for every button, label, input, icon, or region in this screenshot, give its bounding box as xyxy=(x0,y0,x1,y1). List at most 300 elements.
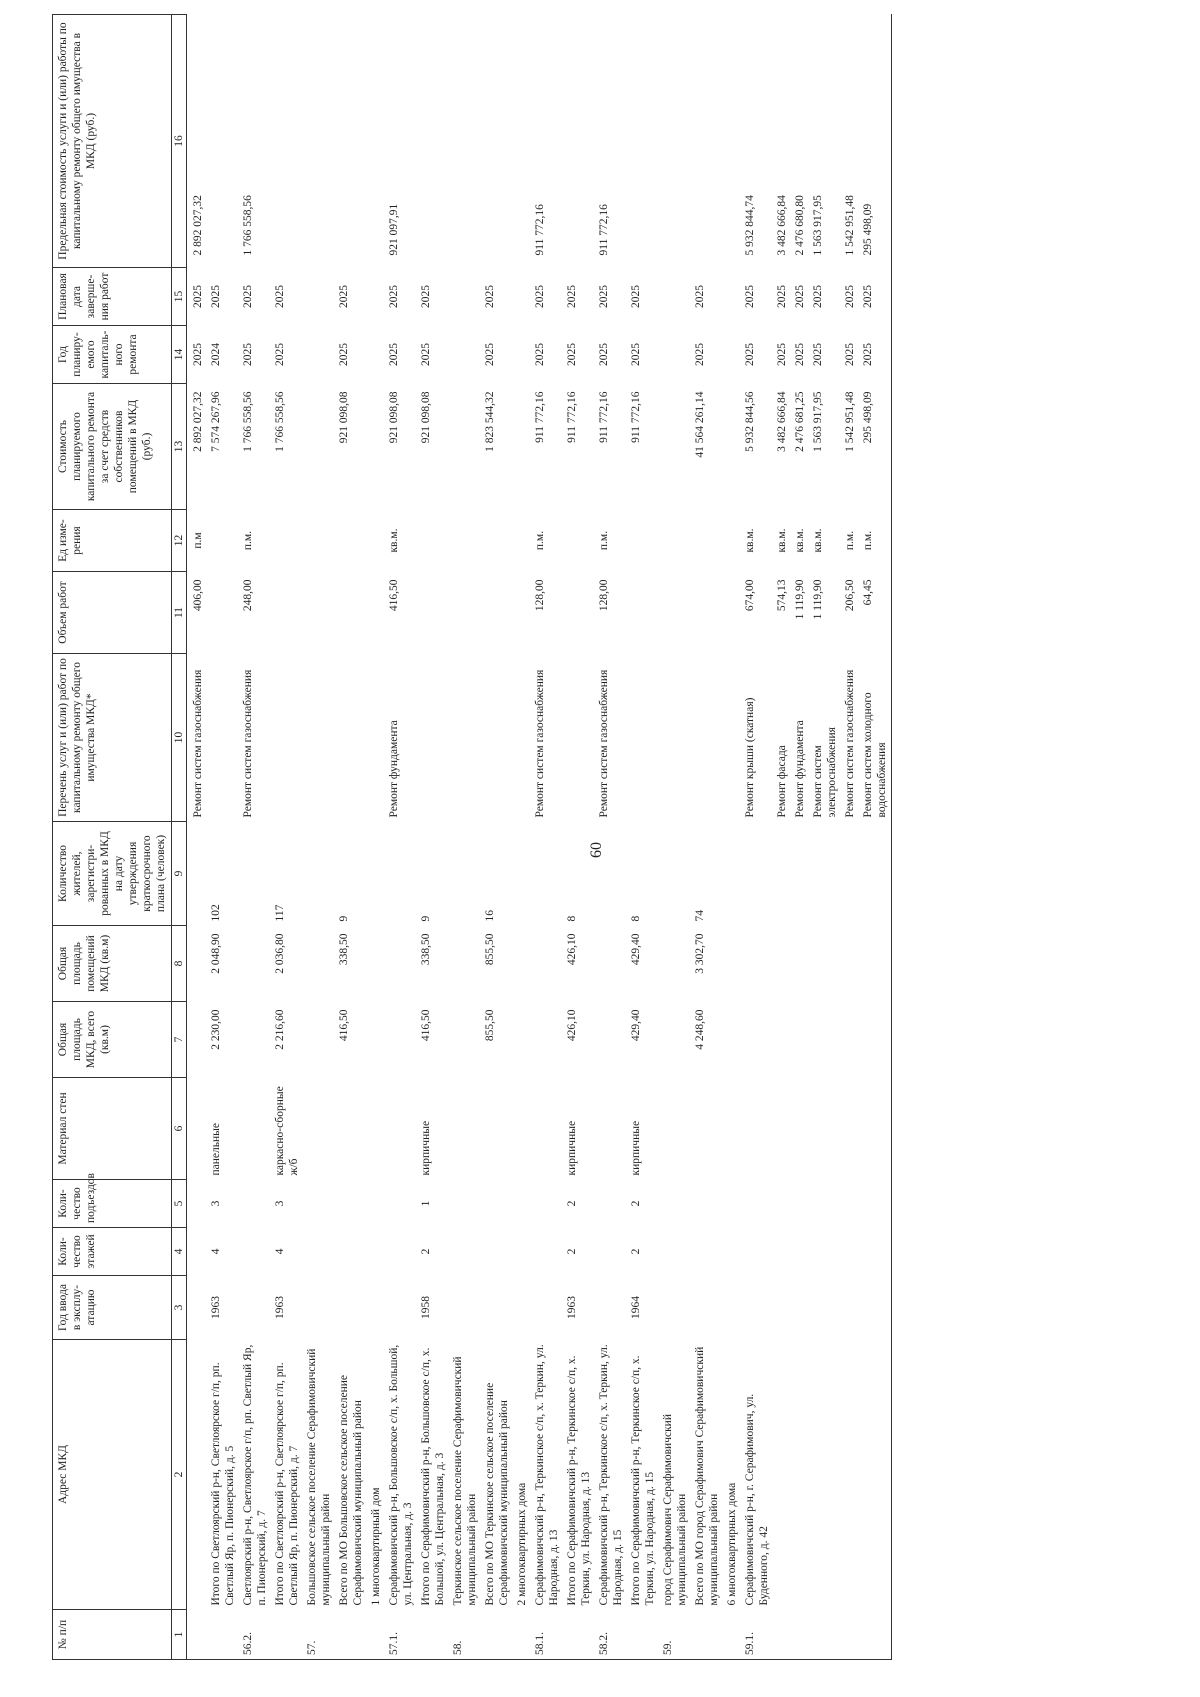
cell-max-cost xyxy=(723,15,741,268)
cell-entrances xyxy=(481,1180,513,1228)
cell-address: Итого по Светлоярский р-н, Светлоярское г/п, рп. Светлый Яр, п. Пионерский, д. 5 xyxy=(210,1362,236,1606)
cell-residents xyxy=(841,822,859,926)
cell-entrances xyxy=(859,1180,892,1228)
cell-wall-material xyxy=(303,1078,335,1180)
cell-year-built: 1964 xyxy=(630,1296,642,1319)
cell-premises-area xyxy=(239,926,271,1002)
cell-address xyxy=(791,1340,809,1610)
header-cell: Коли-чество этажей xyxy=(53,1228,172,1276)
column-number: 8 xyxy=(172,926,187,1002)
cell-work-type xyxy=(367,654,385,822)
cell-entrances xyxy=(723,1180,741,1228)
cell-planned-cost: 5 932 844,56 xyxy=(744,391,756,452)
cell-premises-area xyxy=(741,926,773,1002)
column-number: 13 xyxy=(172,384,187,510)
cell-repair-year: 2025 xyxy=(859,326,892,384)
cell-total-area xyxy=(187,1002,208,1078)
cell-row-number xyxy=(809,1610,841,1660)
cell-work-type: Ремонт систем электроснабжения xyxy=(812,727,838,818)
cell-repair-year xyxy=(449,326,481,384)
cell-max-cost: 5 932 844,74 xyxy=(744,195,756,256)
header-cell: Перечень услуг и (или) работ по капитальному ремонту общего имущества МКД* xyxy=(53,654,172,822)
cell-completion-date xyxy=(367,268,385,326)
cell-total-area xyxy=(303,1002,335,1078)
cell-floors xyxy=(859,1228,892,1276)
header-cell: Коли-чество подъездов xyxy=(53,1180,172,1228)
cell-total-area xyxy=(773,1002,791,1078)
cell-max-cost: 2 476 680,80 xyxy=(794,195,806,256)
cell-work-type xyxy=(417,654,449,822)
cell-floors xyxy=(481,1228,513,1276)
cell-residents xyxy=(659,822,691,926)
table-row xyxy=(659,15,691,1660)
cell-repair-year: 2025 xyxy=(812,343,824,366)
cell-row-number xyxy=(791,1610,809,1660)
cell-floors xyxy=(513,1228,531,1276)
cell-premises-area: 2 036,80 xyxy=(274,933,286,974)
cell-row-number xyxy=(187,1610,208,1660)
cell-floors xyxy=(385,1228,417,1276)
cell-max-cost: 2 892 027,32 xyxy=(192,195,204,256)
cell-max-cost: 921 097,91 xyxy=(388,203,400,256)
cell-address: Всего по МО Теркинское сельское поселение Серафимовичский муниципальный район xyxy=(484,1382,510,1606)
cell-year-built xyxy=(741,1276,773,1340)
cell-planned-cost: 1 766 558,56 xyxy=(274,391,286,452)
cell-work-volume xyxy=(449,572,481,654)
cell-floors xyxy=(449,1228,481,1276)
cell-repair-year: 2024 xyxy=(210,343,222,366)
cell-floors xyxy=(335,1228,367,1276)
cell-planned-cost: 1 823 544,32 xyxy=(484,391,496,452)
cell-address: Серафимовичский р-н, Теркинское с/п, х. Теркин, ул. Народная, д. 13 xyxy=(534,1344,560,1606)
cell-total-area xyxy=(239,1002,271,1078)
cell-work-type xyxy=(723,654,741,822)
cell-year-built xyxy=(859,1276,892,1340)
cell-completion-date: 2025 xyxy=(484,285,496,308)
cell-repair-year: 2025 xyxy=(744,343,756,366)
cell-unit xyxy=(449,510,481,572)
cell-repair-year: 2025 xyxy=(630,343,642,366)
cell-max-cost xyxy=(303,15,335,268)
cell-row-number xyxy=(513,1610,531,1660)
cell-row-number: 58.2. xyxy=(595,1610,627,1660)
cell-row-number: 57.1. xyxy=(385,1610,417,1660)
cell-floors: 2 xyxy=(630,1248,642,1255)
cell-work-volume: 574,13 xyxy=(776,579,788,612)
cell-planned-cost: 911 772,16 xyxy=(566,391,578,443)
cell-repair-year: 2025 xyxy=(566,343,578,366)
cell-planned-cost: 2 476 681,25 xyxy=(794,391,806,452)
cell-entrances xyxy=(385,1180,417,1228)
header-cell: Общая площадь помещений МКД (кв.м) xyxy=(53,926,172,1002)
cell-address: 1 многоквартирный дом xyxy=(370,1487,382,1606)
cell-completion-date: 2025 xyxy=(744,285,756,308)
cell-year-built xyxy=(841,1276,859,1340)
cell-premises-area xyxy=(449,926,481,1002)
cell-row-number xyxy=(563,1610,595,1660)
cell-unit: п.м. xyxy=(598,530,610,551)
cell-max-cost xyxy=(417,15,449,268)
cell-entrances: 1 xyxy=(420,1200,432,1207)
cell-planned-cost xyxy=(723,384,741,510)
cell-repair-year: 2025 xyxy=(388,343,400,366)
cell-max-cost xyxy=(659,15,691,268)
table-row xyxy=(207,15,239,1660)
cell-repair-year: 2025 xyxy=(274,343,286,366)
cell-entrances xyxy=(659,1180,691,1228)
cell-wall-material: панельные xyxy=(210,1123,222,1176)
cell-unit xyxy=(367,510,385,572)
cell-residents xyxy=(859,822,892,926)
cell-max-cost xyxy=(627,15,659,268)
cell-max-cost: 911 772,16 xyxy=(534,204,546,256)
header-cell: № п/п xyxy=(53,1610,172,1660)
cell-year-built: 1958 xyxy=(420,1296,432,1319)
cell-residents xyxy=(239,822,271,926)
cell-address xyxy=(859,1340,892,1610)
cell-year-built xyxy=(723,1276,741,1340)
cell-residents: 8 xyxy=(566,915,578,922)
cell-planned-cost xyxy=(659,384,691,510)
cell-unit: кв.м. xyxy=(812,528,824,553)
cell-address xyxy=(187,1340,208,1610)
cell-completion-date: 2025 xyxy=(794,285,806,308)
cell-total-area xyxy=(791,1002,809,1078)
cell-work-type: Ремонт систем газоснабжения xyxy=(192,669,204,818)
column-number-row xyxy=(172,15,187,1660)
cell-completion-date: 2025 xyxy=(776,285,788,308)
table-row xyxy=(859,15,892,1660)
cell-floors xyxy=(659,1228,691,1276)
cell-completion-date: 2025 xyxy=(274,285,286,308)
cell-row-number: 58.1. xyxy=(531,1610,563,1660)
cell-work-volume xyxy=(563,572,595,654)
cell-address: Светлоярский р-н, Светлоярское г/п, рп. Светлый Яр, п. Пионерский, д. 7 xyxy=(242,1344,268,1606)
cell-row-number xyxy=(723,1610,741,1660)
cell-work-volume: 206,50 xyxy=(844,579,856,612)
cell-planned-cost: 41 564 261,14 xyxy=(694,391,706,458)
cell-completion-date xyxy=(303,268,335,326)
cell-repair-year: 2025 xyxy=(844,343,856,366)
cell-repair-year: 2025 xyxy=(242,343,254,366)
cell-work-volume xyxy=(303,572,335,654)
header-cell: Год ввода в эксплу-атацию xyxy=(53,1276,172,1340)
cell-unit: п.м. xyxy=(534,530,546,551)
cell-completion-date: 2025 xyxy=(420,285,432,308)
cell-residents xyxy=(531,822,563,926)
cell-premises-area xyxy=(187,926,208,1002)
cell-total-area xyxy=(513,1002,531,1078)
cell-row-number xyxy=(207,1610,239,1660)
cell-year-built xyxy=(513,1276,531,1340)
header-cell: Адрес МКД xyxy=(53,1340,172,1610)
cell-premises-area xyxy=(859,926,892,1002)
cell-unit: кв.м. xyxy=(388,528,400,553)
cell-completion-date: 2025 xyxy=(338,285,350,308)
cell-planned-cost xyxy=(367,384,385,510)
header-cell: Предельная стоимость услуги и (или) работы по капитальному ремонту общего имущества в МКД (руб.) xyxy=(53,15,172,268)
cell-repair-year: 2025 xyxy=(534,343,546,366)
cell-work-volume: 128,00 xyxy=(598,579,610,612)
cell-work-type xyxy=(659,654,691,822)
cell-residents xyxy=(449,822,481,926)
cell-work-type: Ремонт систем газоснабжения xyxy=(242,669,254,818)
cell-completion-date: 2025 xyxy=(388,285,400,308)
cell-address: Серафимовичский р-н, г. Серафимович, ул. Буденного, д. 42 xyxy=(744,1393,770,1606)
column-number: 15 xyxy=(172,268,187,326)
table-row xyxy=(303,15,335,1660)
table-row xyxy=(367,15,385,1660)
cell-total-area xyxy=(659,1002,691,1078)
cell-total-area xyxy=(859,1002,892,1078)
cell-premises-area xyxy=(809,926,841,1002)
cell-max-cost: 1 766 558,56 xyxy=(242,195,254,256)
cell-residents xyxy=(741,822,773,926)
cell-row-number xyxy=(841,1610,859,1660)
cell-completion-date: 2025 xyxy=(192,285,204,308)
cell-wall-material xyxy=(741,1078,773,1180)
cell-unit xyxy=(723,510,741,572)
cell-planned-cost: 1 766 558,56 xyxy=(242,391,254,452)
cell-year-built xyxy=(691,1276,723,1340)
cell-entrances xyxy=(691,1180,723,1228)
cell-max-cost xyxy=(449,15,481,268)
cell-total-area xyxy=(449,1002,481,1078)
table-row xyxy=(385,15,417,1660)
cell-premises-area: 2 048,90 xyxy=(210,933,222,974)
cell-residents xyxy=(513,822,531,926)
cell-entrances xyxy=(449,1180,481,1228)
cell-wall-material xyxy=(791,1078,809,1180)
cell-premises-area: 429,40 xyxy=(630,933,642,966)
cell-repair-year: 2025 xyxy=(794,343,806,366)
cell-unit xyxy=(513,510,531,572)
cell-unit xyxy=(417,510,449,572)
cell-year-built xyxy=(367,1276,385,1340)
cell-work-type xyxy=(335,654,367,822)
header-cell: Материал стен xyxy=(53,1078,172,1180)
cell-year-built xyxy=(773,1276,791,1340)
cell-residents xyxy=(791,822,809,926)
column-number: 9 xyxy=(172,822,187,926)
cell-work-volume xyxy=(207,572,239,654)
cell-repair-year xyxy=(723,326,741,384)
cell-wall-material xyxy=(773,1078,791,1180)
cell-entrances xyxy=(303,1180,335,1228)
cell-premises-area xyxy=(841,926,859,1002)
cell-residents: 102 xyxy=(210,904,222,922)
cell-address xyxy=(841,1340,859,1610)
cell-address: Итого по Серафимовичский р-н, Теркинское с/п, х. Теркин, ул. Народная, д. 13 xyxy=(566,1355,592,1606)
cell-entrances xyxy=(791,1180,809,1228)
cell-unit: п.м. xyxy=(844,530,856,551)
table-row xyxy=(449,15,481,1660)
table-row xyxy=(417,15,449,1660)
header-cell: Количество жителей, зарегистри-рованных в МКД на дату утверждения краткосрочного плана (человек) xyxy=(53,822,172,926)
column-number: 5 xyxy=(172,1180,187,1228)
cell-max-cost xyxy=(335,15,367,268)
cell-unit xyxy=(691,510,723,572)
cell-work-volume xyxy=(691,572,723,654)
cell-completion-date: 2025 xyxy=(630,285,642,308)
cell-year-built xyxy=(187,1276,208,1340)
cell-repair-year: 2025 xyxy=(776,343,788,366)
cell-premises-area xyxy=(385,926,417,1002)
cell-wall-material xyxy=(809,1078,841,1180)
cell-residents xyxy=(723,822,741,926)
cell-work-type xyxy=(303,654,335,822)
cell-year-built xyxy=(659,1276,691,1340)
cell-unit: п.м xyxy=(192,532,204,549)
cell-entrances xyxy=(809,1180,841,1228)
cell-address: Большовское сельское поселение Серафимовичский муниципальный район xyxy=(306,1348,332,1606)
cell-entrances xyxy=(239,1180,271,1228)
cell-total-area xyxy=(595,1002,627,1078)
cell-row-number xyxy=(773,1610,791,1660)
cell-residents xyxy=(367,822,385,926)
cell-row-number xyxy=(417,1610,449,1660)
column-number: 14 xyxy=(172,326,187,384)
cell-floors xyxy=(303,1228,335,1276)
cell-residents: 8 xyxy=(630,915,642,922)
cell-residents xyxy=(595,822,627,926)
header-cell: Год планиру-емого капиталь-ного ремонта xyxy=(53,326,172,384)
cell-year-built xyxy=(791,1276,809,1340)
cell-planned-cost: 921 098,08 xyxy=(338,391,350,444)
table-row xyxy=(627,15,659,1660)
cell-planned-cost xyxy=(513,384,531,510)
cell-wall-material xyxy=(367,1078,385,1180)
cell-row-number xyxy=(481,1610,513,1660)
cell-entrances xyxy=(187,1180,208,1228)
cell-work-volume: 64,45 xyxy=(859,572,892,654)
cell-floors: 4 xyxy=(210,1248,222,1255)
cell-completion-date: 2025 xyxy=(598,285,610,308)
cell-repair-year: 2025 xyxy=(192,343,204,366)
cell-floors xyxy=(723,1228,741,1276)
cell-wall-material xyxy=(691,1078,723,1180)
column-number: 2 xyxy=(172,1340,187,1610)
cell-year-built xyxy=(481,1276,513,1340)
cell-unit xyxy=(481,510,513,572)
cell-year-built: 1963 xyxy=(566,1296,578,1319)
cell-wall-material xyxy=(239,1078,271,1180)
capital-repair-table xyxy=(52,14,892,1660)
cell-repair-year: 2025 xyxy=(598,343,610,366)
cell-residents xyxy=(187,822,208,926)
cell-completion-date xyxy=(723,268,741,326)
cell-work-type xyxy=(481,654,513,822)
cell-residents xyxy=(303,822,335,926)
cell-unit xyxy=(303,510,335,572)
cell-year-built xyxy=(335,1276,367,1340)
cell-row-number: 59.1. xyxy=(741,1610,773,1660)
cell-work-volume: 1 119,90 xyxy=(812,579,824,620)
cell-total-area xyxy=(841,1002,859,1078)
cell-work-type xyxy=(691,654,723,822)
cell-max-cost xyxy=(513,15,531,268)
cell-entrances xyxy=(335,1180,367,1228)
cell-total-area: 416,50 xyxy=(338,1009,350,1042)
cell-premises-area xyxy=(367,926,385,1002)
cell-wall-material xyxy=(335,1078,367,1180)
cell-address: город Серафимович Серафимовичский муниципальный район xyxy=(662,1414,688,1606)
cell-total-area: 429,40 xyxy=(630,1009,642,1042)
cell-planned-cost: 7 574 267,96 xyxy=(210,391,222,452)
cell-work-volume xyxy=(367,572,385,654)
cell-planned-cost: 921 098,08 xyxy=(420,391,432,444)
cell-max-cost: 1 563 917,95 xyxy=(812,195,824,256)
cell-unit xyxy=(659,510,691,572)
cell-work-type: Ремонт систем газоснабжения xyxy=(844,669,856,818)
cell-row-number xyxy=(627,1610,659,1660)
cell-total-area xyxy=(809,1002,841,1078)
header-cell: Общая площадь МКД, всего (кв.м) xyxy=(53,1002,172,1078)
header-cell: Плановая дата заверше-ния работ xyxy=(53,268,172,326)
cell-floors xyxy=(791,1228,809,1276)
cell-total-area xyxy=(723,1002,741,1078)
cell-completion-date xyxy=(659,268,691,326)
cell-address: Всего по МО город Серафимович Серафимовичский муниципальный район xyxy=(694,1346,720,1606)
cell-floors xyxy=(367,1228,385,1276)
cell-work-type xyxy=(563,654,595,822)
cell-unit: кв.м. xyxy=(744,528,756,553)
cell-year-built xyxy=(531,1276,563,1340)
cell-residents: 117 xyxy=(274,904,286,922)
cell-wall-material xyxy=(385,1078,417,1180)
cell-floors xyxy=(239,1228,271,1276)
cell-wall-material xyxy=(841,1078,859,1180)
cell-year-built xyxy=(385,1276,417,1340)
cell-completion-date xyxy=(449,268,481,326)
cell-unit: п.м. xyxy=(242,530,254,551)
cell-year-built xyxy=(595,1276,627,1340)
cell-work-type: Ремонт фасада xyxy=(776,745,788,818)
cell-premises-area xyxy=(659,926,691,1002)
cell-total-area: 2 216,60 xyxy=(274,1009,286,1050)
cell-wall-material xyxy=(859,1078,892,1180)
cell-row-number: 58. xyxy=(449,1610,481,1660)
cell-wall-material: кирпичные xyxy=(420,1120,432,1176)
cell-work-volume xyxy=(659,572,691,654)
header-cell: Объем работ xyxy=(53,572,172,654)
cell-total-area: 855,50 xyxy=(484,1009,496,1042)
cell-repair-year xyxy=(513,326,531,384)
cell-total-area xyxy=(367,1002,385,1078)
cell-total-area: 416,50 xyxy=(420,1009,432,1042)
cell-work-type: Ремонт систем газоснабжения xyxy=(534,669,546,818)
cell-row-number xyxy=(367,1610,385,1660)
cell-planned-cost: 911 772,16 xyxy=(598,391,610,443)
cell-work-type xyxy=(271,654,303,822)
cell-year-built xyxy=(239,1276,271,1340)
cell-planned-cost: 3 482 666,84 xyxy=(776,391,788,452)
cell-planned-cost: 2 892 027,32 xyxy=(192,391,204,452)
cell-residents xyxy=(809,822,841,926)
cell-unit: кв.м. xyxy=(794,528,806,553)
cell-work-type xyxy=(449,654,481,822)
cell-address xyxy=(773,1340,791,1610)
cell-floors xyxy=(531,1228,563,1276)
cell-completion-date: 2025 xyxy=(812,285,824,308)
cell-completion-date: 2025 xyxy=(844,285,856,308)
cell-entrances xyxy=(513,1180,531,1228)
table-row xyxy=(563,15,595,1660)
cell-planned-cost: 911 772,16 xyxy=(630,391,642,443)
cell-work-volume: 1 119,90 xyxy=(794,579,806,620)
cell-work-type: Ремонт фундамента xyxy=(794,720,806,818)
cell-work-volume: 128,00 xyxy=(534,579,546,612)
